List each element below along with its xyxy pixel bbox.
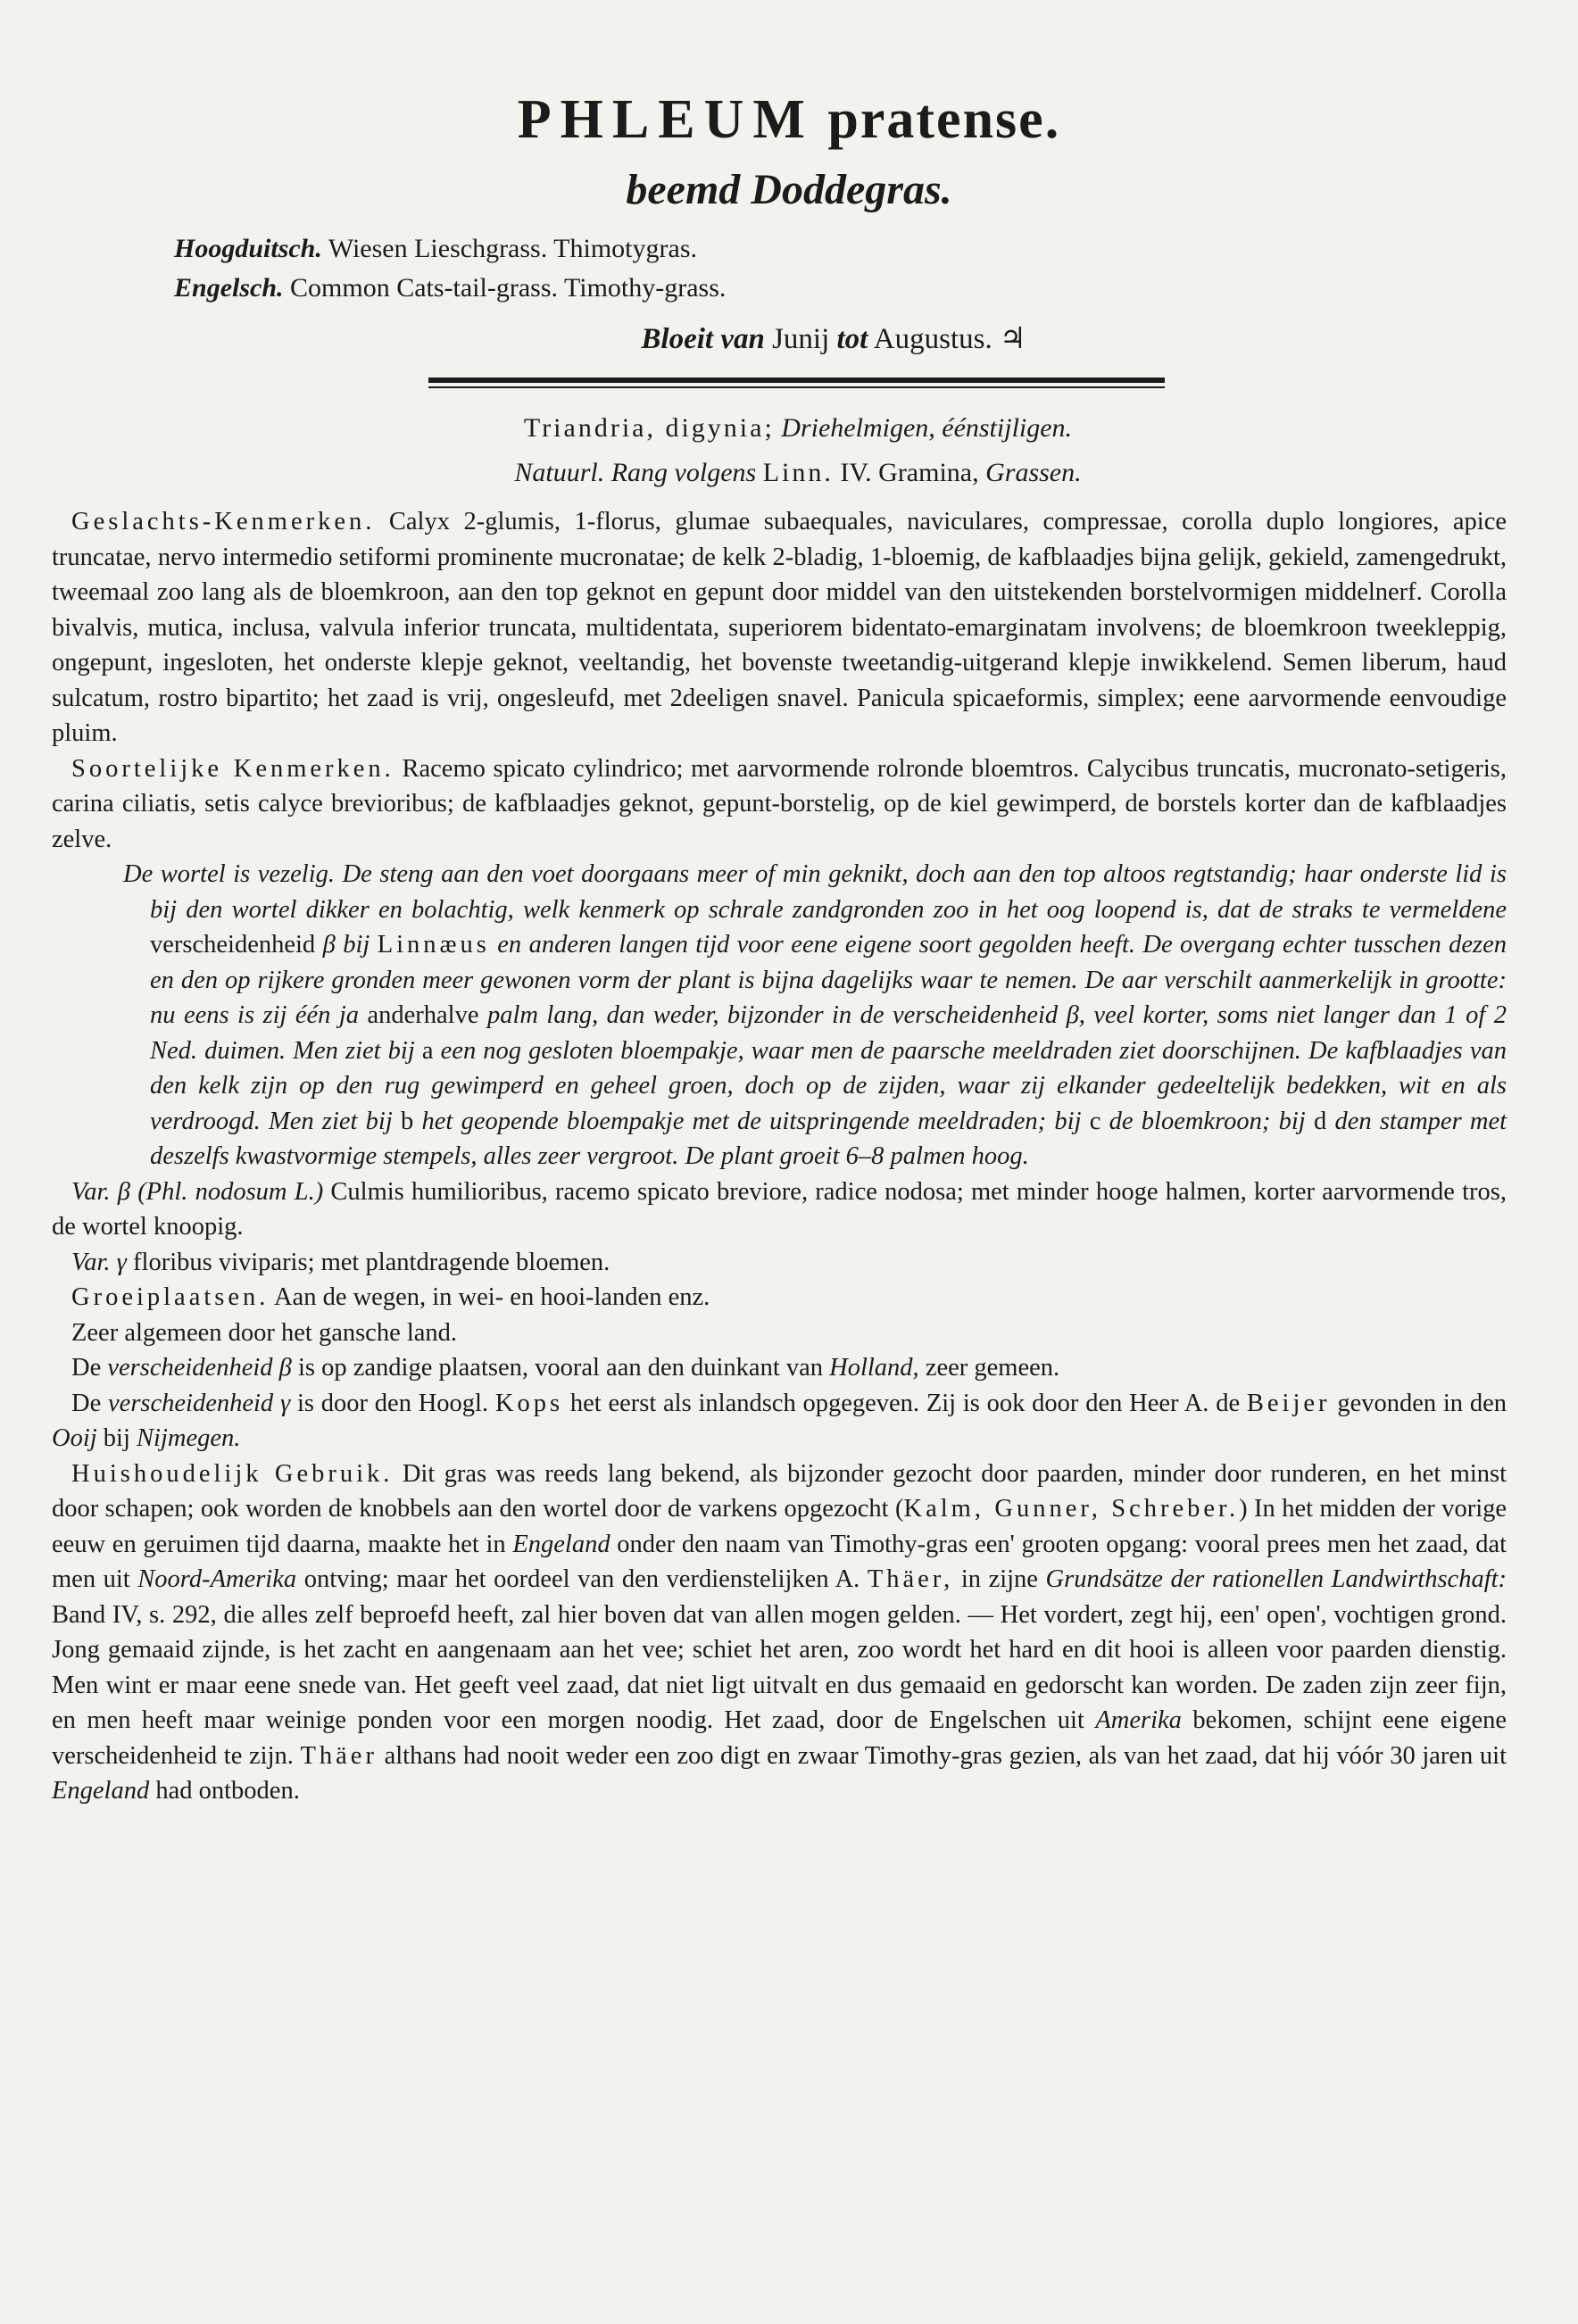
paragraph-description — [52, 857, 1507, 1174]
name-line-german — [174, 229, 1578, 269]
section-label: Groeiplaatsen. — [71, 1283, 270, 1311]
person-name: Kops — [494, 1389, 564, 1417]
desc-text: d — [1313, 1107, 1327, 1135]
desc-text: verscheidenheid — [150, 931, 316, 959]
classification-line-1 — [18, 406, 1578, 451]
section-text: Band IV, s. 292, die alles zelf beproefd heeft, zal hier boven dat van allen mogen gelden. — Het vordert, zegt hij, een' open', vochtigen grond. Jong gemaaid zijnde, is het zacht en aangenaam aan het vee; schiet het aren, zoo wordt het hard en dit hooi is alleen voor paarden dienstig. Men wint er maar eene snede van. Het geeft veel zaad, dat niet ligt uitvalt en dus gemaaid en gedorscht kan worden. De zaden zijn zeer fijn, en men heeft maar weinige ponden voor een morgen noodig. Het zaad, door de Engelschen uit — [52, 1600, 1507, 1734]
paragraph-groei-4 — [52, 1386, 1507, 1457]
section-text: zeer gemeen. — [925, 1354, 1060, 1382]
divider-rule — [428, 378, 1165, 388]
desc-text: het geopende bloempakje met de uitspringende meeldraden; bij — [421, 1107, 1082, 1135]
paragraph-var-gamma — [52, 1245, 1507, 1281]
desc-text: palm lang, dan weder, bijzonder in de verscheidenheid β, veel korter, soms niet langer dan 1 of 2 Ned. duimen. Men ziet bij — [150, 1001, 1507, 1065]
place-name: Noord-Amerika — [137, 1565, 297, 1593]
section-text: gevonden in den — [1337, 1389, 1507, 1417]
var-text: floribus viviparis; met plantdragende bloemen. — [133, 1248, 610, 1276]
name-text: Wiesen Lieschgrass. Thimotygras. — [328, 234, 697, 263]
desc-text: β — [322, 931, 336, 959]
bloom-period — [0, 317, 1578, 361]
paragraph-huishoudelijk — [52, 1457, 1507, 1809]
var-text: Culmis humilioribus, racemo spicato breviore, radice nodosa; met minder hooge halmen, korter aarvormende tros, de wortel knoopig. — [52, 1177, 1507, 1241]
section-label: Soortelijke Kenmerken. — [71, 754, 394, 783]
classification-line-2 — [18, 451, 1578, 495]
section-text: De — [71, 1389, 102, 1417]
species-name: pratense. — [827, 89, 1061, 150]
perennial-symbol: ♃ — [999, 323, 1026, 355]
classification-rest: IV. Gramina, — [840, 458, 979, 487]
bloom-to: Augustus. — [873, 323, 992, 355]
desc-text: a — [421, 1036, 434, 1065]
paragraph-groei-3 — [52, 1350, 1507, 1386]
header — [0, 85, 1578, 495]
desc-text: de bloemkroon; bij — [1109, 1107, 1306, 1135]
classification-prefix: Natuurl. Rang volgens — [514, 458, 757, 487]
person-name: Kalm, Gunner, Schreber. — [903, 1495, 1240, 1523]
section-text: had ontboden. — [155, 1777, 300, 1805]
section-text: Racemo spicato cylindrico; met aarvormende rolronde bloemtros. Calycibus truncatis, mucronato-setigeris, carina ciliatis, setis calyce brevioribus; de kafblaadjes geknot, gepunt-borstelig, op de kiel gewimperd, de borstels korter dan de kafblaadjes zelve. — [52, 754, 1507, 853]
name-line-english — [174, 269, 1578, 308]
genus-name: PHLEUM — [517, 89, 814, 150]
section-text: ontving; maar het oordeel van den verdienstelijken A. — [303, 1565, 860, 1593]
desc-text: den stamper met deszelfs kwastvormige stempels, alles zeer vergroot. De plant groeit 6–8 palmen hoog. — [150, 1107, 1507, 1170]
section-text: althans had nooit weder een zoo digt en zwaar Timothy-gras gezien, als van het zaad, dat hij vóór 30 jaren uit — [384, 1741, 1507, 1770]
var-label: Var. γ — [71, 1248, 127, 1276]
language-label: Engelsch. — [174, 273, 284, 303]
place-name: Nijmegen. — [137, 1424, 241, 1452]
var-label: Var. β — [71, 1177, 130, 1206]
desc-text: bij — [343, 931, 370, 959]
section-text: is op zandige plaatsen, vooral aan den duinkant van — [297, 1354, 824, 1382]
paragraph-groei-2 — [52, 1316, 1507, 1351]
section-text: verscheidenheid β — [107, 1354, 292, 1382]
desc-text: c — [1089, 1107, 1101, 1135]
desc-text: De wortel is vezelig. De steng aan den voet doorgaans meer of min geknikt, doch aan den top altoos regtstandig; haar onderste lid is bij den wortel dikker en bolachtig, welk kenmerk op schrale zandgronden zoo in het oog loopend is, dat de straks te vermeldene — [123, 860, 1507, 924]
paragraph-geslacht — [52, 504, 1507, 751]
page-title — [0, 85, 1578, 154]
classification-latin: Triandria, digynia; — [523, 413, 775, 443]
var-name: (Phl. nodosum L.) — [137, 1177, 324, 1206]
person-name: Thäer, — [867, 1565, 954, 1593]
section-text: onder den naam van Timothy-gras een' grooten opgang: vooral prees men het zaad, dat men uit — [52, 1530, 1507, 1593]
paragraph-groei — [52, 1280, 1507, 1316]
classification-dutch: Driehelmigen, éénstijligen. — [781, 413, 1073, 443]
section-text: is door den Hoogl. — [296, 1389, 489, 1417]
person-name: Thäer — [300, 1741, 378, 1770]
foreign-names — [174, 229, 1578, 308]
bloom-middle: tot — [836, 323, 868, 355]
paragraph-var-beta — [52, 1174, 1507, 1245]
language-label: Hoogduitsch. — [174, 234, 322, 263]
place-name: Holland, — [829, 1354, 919, 1382]
section-text: bij — [103, 1424, 130, 1452]
section-text: ) In het midden der vorige eeuw en geruimen tijd daarna, maakte het in — [52, 1495, 1507, 1558]
desc-text: b — [401, 1107, 414, 1135]
section-text: bekomen, schijnt eene eigene verscheidenheid te zijn. — [52, 1706, 1507, 1770]
desc-text: anderhalve — [367, 1001, 479, 1029]
desc-text: en anderen langen tijd voor eene eigene soort gegolden heeft. De overgang echter tusschen dezen en den op rijkere gronden meer gewonen vorm der plant is bijna dagelijks waar te nemen. De aar verschilt aanmerkelijk in grootte: nu eens is zij één ja — [150, 931, 1507, 1029]
name-text: Common Cats-tail-grass. Timothy-grass. — [290, 273, 727, 303]
section-text: Aan de wegen, in wei- en hooi-landen enz. — [273, 1283, 710, 1311]
classification — [0, 406, 1578, 495]
book-title: Grundsätze der rationellen Landwirthschaft: — [1045, 1565, 1507, 1593]
section-text: Dit gras was reeds lang bekend, als bijzonder gezocht door paarden, minder door runderen, en het minst door schapen; ook worden de knobbels aan den wortel door de varkens opgezocht ( — [52, 1459, 1507, 1523]
classification-grassen: Grassen. — [985, 458, 1082, 487]
place-name: Ooij — [52, 1424, 97, 1452]
classification-linn: Linn. — [762, 458, 834, 487]
section-text: De — [71, 1354, 102, 1382]
section-label: Huishoudelijk Gebruik. — [71, 1459, 394, 1488]
bloom-from: Junij — [772, 323, 830, 355]
desc-text: Linnæus — [377, 931, 490, 959]
paragraph-soort — [52, 751, 1507, 858]
section-text: Zeer algemeen door het gansche land. — [71, 1318, 458, 1347]
section-text: in zijne — [960, 1565, 1038, 1593]
section-text: Calyx 2-glumis, 1-florus, glumae subaequales, naviculares, compressae, corolla duplo longiores, apice truncatae, nervo intermedio setiformi prominente mucronatae; de kelk 2-bladig, 1-bloemig, de kafblaadjes bijna gelijk, gekield, zamengedrukt, tweemaal zoo lang als de bloemkroon, aan den top geknot en gepunt door middel van den uitstekenden borstelvormigen middelnerf. Corolla bivalvis, mutica, inclusa, valvula inferior truncata, multidentata, superiorem bidentato-emarginatam involvens; de bloemkroon tweekleppig, ongepunt, ingesloten, het onderste klepje geknot, veeltandig, het bovenste tweetandig-uitgerand klepje inwikkelend. Semen liberum, haud sulcatum, rostro bipartito; het zaad is vrij, ongesleufd, met 2deeligen snavel. Panicula spicaeformis, simplex; eene aarvormende eenvoudige pluim. — [52, 508, 1507, 747]
section-label: Geslachts-Kenmerken. — [71, 508, 376, 535]
bloom-prefix: Bloeit van — [641, 323, 765, 355]
person-name: Beijer — [1246, 1389, 1331, 1417]
desc-text: een nog gesloten bloempakje, waar men de paarsche meeldraden ziet doorschijnen. De kafblaadjes van den kelk zijn op den rug gewimperd en geheel groen, doch op de zijden, waar zij elkander gedeeltelijk bedekken, wit en als verdroogd. Men ziet bij — [150, 1036, 1507, 1135]
body-text — [52, 504, 1507, 1809]
place-name: Engeland — [52, 1777, 150, 1805]
dutch-name: beemd Doddegras. — [626, 166, 952, 213]
section-text: verscheidenheid γ — [108, 1389, 291, 1417]
place-name: Engeland — [512, 1530, 610, 1558]
place-name: Amerika — [1095, 1706, 1182, 1734]
section-text: het eerst als inlandsch opgegeven. Zij is ook door den Heer A. de — [569, 1389, 1241, 1417]
